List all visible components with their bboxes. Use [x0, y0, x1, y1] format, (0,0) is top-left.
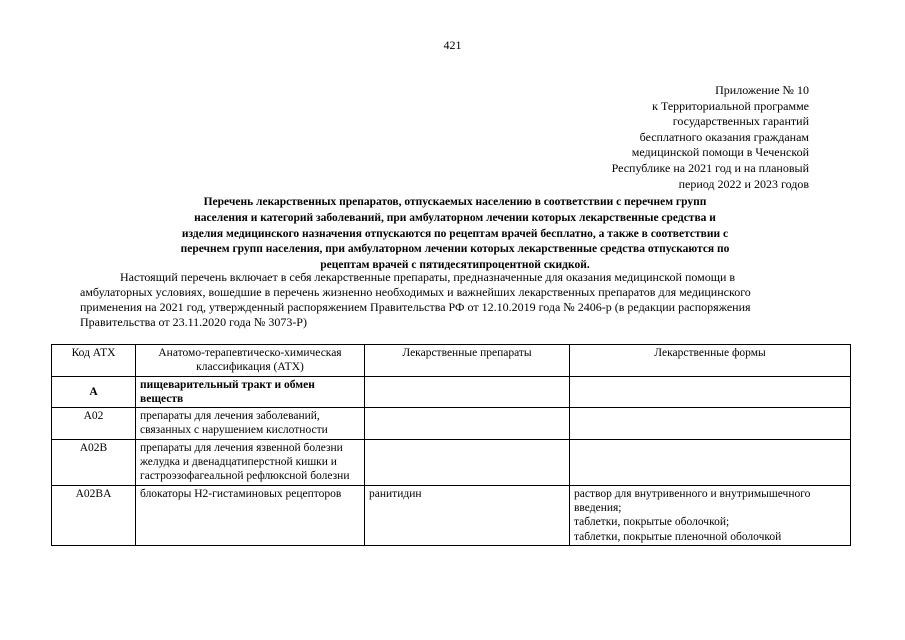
table-row	[52, 439, 851, 485]
cell-forms	[570, 376, 851, 408]
cell-code: A02	[52, 408, 136, 440]
column-header-classification: Анатомо-терапевтическо-химическая классификация (АТХ)	[136, 345, 365, 377]
intro-line: Настоящий перечень включает в себя лекарственные препараты, предназначенные для оказания медицинской помощи в	[120, 270, 736, 284]
cell-drug	[365, 439, 570, 485]
title-line: рецептам врачей с пятидесятипроцентной скидкой.	[320, 259, 590, 272]
cell-classification: блокаторы H2-гистаминовых рецепторов	[136, 485, 365, 545]
cell-forms	[570, 439, 851, 485]
cell-forms	[570, 485, 851, 545]
table-row	[52, 408, 851, 440]
intro-line: амбулаторных условиях, вошедшие в перечень жизненно необходимых и важнейших лекарственных препаратов для медицинского	[80, 285, 751, 299]
document-title	[110, 195, 800, 274]
appendix-line: медицинской помощи в Чеченской	[631, 145, 809, 160]
table-row	[52, 376, 851, 408]
cell-code: А	[52, 376, 136, 408]
page-number: 421	[443, 38, 462, 52]
cell-classification: пищеварительный тракт и обмен веществ	[136, 376, 365, 408]
appendix-line: Приложение № 10	[715, 83, 809, 97]
appendix-line: бесплатного оказания гражданам	[639, 129, 809, 144]
column-header-drugs: Лекарственные препараты	[365, 345, 570, 377]
column-header-code: Код АТХ	[52, 345, 136, 377]
appendix-header	[612, 83, 809, 192]
appendix-line: к Территориальной программе	[652, 98, 809, 113]
title-line: изделия медицинского назначения отпускаются по рецептам врачей бесплатно, а также в соответствии с	[181, 227, 729, 240]
column-header-forms: Лекарственные формы	[570, 345, 851, 377]
cell-forms	[570, 408, 851, 440]
title-line: перечнем групп населения, при амбулаторном лечении которых лекарственные средства отпускаются по	[180, 243, 730, 256]
intro-line: применения на 2021 год, утвержденный распоряжением Правительства РФ от 12.10.2019 года № 2406-р (в редакции распоряжения	[80, 300, 751, 314]
cell-drug	[365, 408, 570, 440]
cell-code: A02B	[52, 439, 136, 485]
cell-drug: ранитидин	[365, 485, 570, 545]
appendix-line: период 2022 и 2023 годов	[678, 176, 809, 191]
title-line: населения и категорий заболеваний, при амбулаторном лечении которых лекарственные средства и	[194, 211, 716, 224]
table-header-row	[52, 345, 851, 377]
cell-classification: препараты для лечения язвенной болезни желудка и двенадцатиперстной кишки и гастроэзофагеальной рефлюксной болезни	[136, 439, 365, 485]
atx-drug-table	[51, 344, 851, 546]
cell-drug	[365, 376, 570, 408]
cell-code: A02BA	[52, 485, 136, 545]
dosage-form: таблетки, покрытые оболочкой;	[574, 516, 730, 529]
intro-line: Правительства от 23.11.2020 года № 3073-Р)	[80, 315, 307, 329]
title-line: Перечень лекарственных препаратов, отпускаемых населению в соответствии с перечнем групп	[203, 196, 707, 208]
appendix-line: государственных гарантий	[672, 114, 809, 129]
intro-paragraph	[80, 270, 810, 330]
cell-classification: препараты для лечения заболеваний, связанных с нарушением кислотности	[136, 408, 365, 440]
dosage-form: раствор для внутривенного и внутримышечного введения;	[574, 487, 811, 514]
appendix-line: Республике на 2021 год и на плановый	[611, 160, 809, 175]
table-row	[52, 485, 851, 545]
dosage-form: таблетки, покрытые пленочной оболочкой	[574, 530, 782, 543]
